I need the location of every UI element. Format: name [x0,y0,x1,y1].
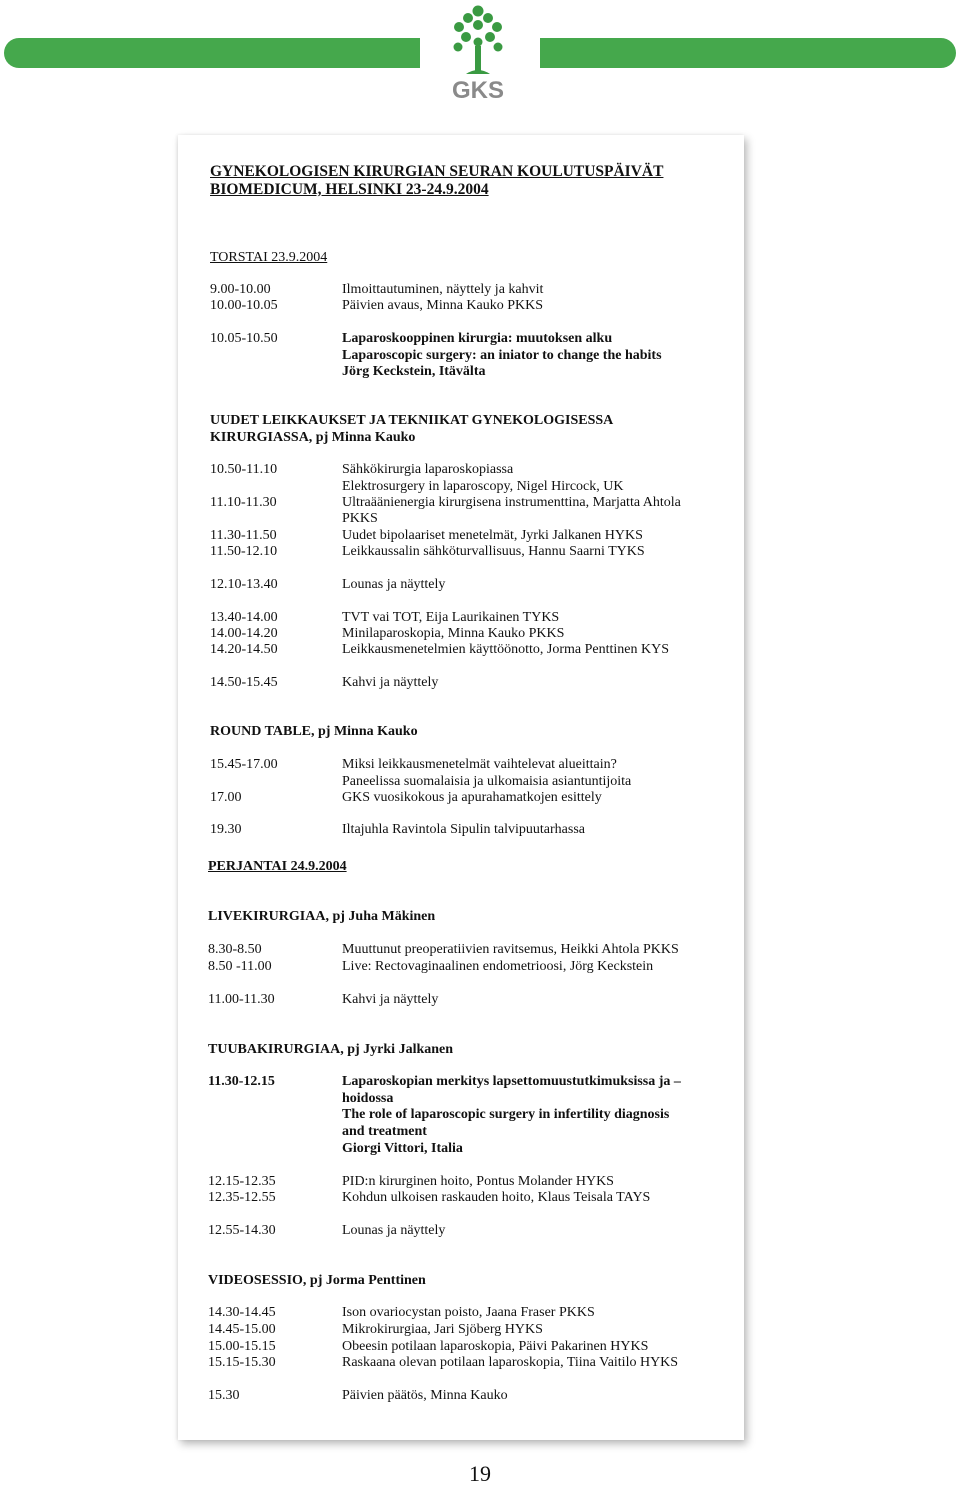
schedule-time: 19.30 [210,822,242,837]
schedule-item: PID:n kirurginen hoito, Pontus Molander HYKS [342,1174,614,1189]
section-heading: VIDEOSESSIO, pj Jorma Penttinen [208,1273,426,1288]
schedule-item: Laparoscopic surgery: an iniator to change the habits [342,348,662,363]
schedule-time: 10.00-10.05 [210,298,278,313]
schedule-time: 11.50-12.10 [210,544,278,559]
section-heading: KIRURGIASSA, pj Minna Kauko [210,430,416,445]
schedule-time: 12.35-12.55 [208,1190,276,1205]
schedule-time: 14.30-14.45 [208,1305,276,1320]
schedule-item: Obeesin potilaan laparoskopia, Päivi Pakarinen HYKS [342,1339,649,1354]
schedule-item: Uudet bipolaariset menetelmät, Jyrki Jalkanen HYKS [342,528,643,543]
schedule-item: Leikkausmenetelmien käyttöönotto, Jorma Penttinen KYS [342,642,669,657]
schedule-item: GKS vuosikokous ja apurahamatkojen esittely [342,790,602,805]
document-subtitle: BIOMEDICUM, HELSINKI 23-24.9.2004 [210,181,489,198]
schedule-item: Päivien avaus, Minna Kauko PKKS [342,298,544,313]
schedule-time: 15.45-17.00 [210,757,278,772]
schedule-time: 15.15-15.30 [208,1355,276,1370]
gks-logo [438,2,518,102]
schedule-item: Lounas ja näyttely [342,1223,446,1238]
schedule-time: 14.50-15.45 [210,675,278,690]
schedule-time: 11.30-12.15 [208,1074,275,1089]
section-heading: UUDET LEIKKAUKSET JA TEKNIIKAT GYNEKOLOGISESSA [210,413,614,428]
schedule-time: 14.20-14.50 [210,642,278,657]
header-band-left [4,38,420,68]
schedule-time: 12.55-14.30 [208,1223,276,1238]
section-heading: ROUND TABLE, pj Minna Kauko [210,724,418,739]
schedule-item: PKKS [342,511,378,526]
schedule-time: 9.00-10.00 [210,282,271,297]
schedule-item: Mikrokirurgiaa, Jari Sjöberg HYKS [342,1322,543,1337]
schedule-item: Iltajuhla Ravintola Sipulin talvipuutarhassa [342,822,586,837]
schedule-item: and treatment [342,1124,427,1139]
schedule-time: 11.30-11.50 [210,528,277,543]
schedule-item: Laparoskooppinen kirurgia: muutoksen alku [342,331,613,346]
schedule-item: Laparoskopian merkitys lapsettomuustutkimuksissa ja – [342,1074,681,1089]
day-heading-thursday: TORSTAI 23.9.2004 [210,250,328,265]
schedule-time: 12.15-12.35 [208,1174,276,1189]
schedule-time: 12.10-13.40 [210,577,278,592]
svg-text:GKS: GKS [451,77,505,102]
schedule-item: Ison ovariocystan poisto, Jaana Fraser PKKS [342,1305,595,1320]
schedule-item: Sähkökirurgia laparoskopiassa [342,462,514,477]
schedule-time: 17.00 [210,790,242,805]
schedule-time: 15.00-15.15 [208,1339,276,1354]
schedule-speaker: Giorgi Vittori, Italia [342,1141,463,1156]
day-heading-friday: PERJANTAI 24.9.2004 [208,859,347,874]
schedule-time: 13.40-14.00 [210,610,278,625]
schedule-item: hoidossa [342,1091,394,1106]
schedule-item: Paneelissa suomalaisia ja ulkomaisia asiantuntijoita [342,774,632,789]
header-band-right [540,38,956,68]
schedule-item: Leikkaussalin sähköturvallisuus, Hannu Saarni TYKS [342,544,645,559]
schedule-time: 11.00-11.30 [208,992,275,1007]
schedule-time: 8.50 -11.00 [208,959,272,974]
schedule-time: 14.45-15.00 [208,1322,276,1337]
schedule-item: Live: Rectovaginaalinen endometrioosi, Jörg Keckstein [342,959,654,974]
schedule-item: Muuttunut preoperatiivien ravitsemus, Heikki Ahtola PKKS [342,942,679,957]
schedule-item: Minilaparoskopia, Minna Kauko PKKS [342,626,565,641]
schedule-item: Elektrosurgery in laparoscopy, Nigel Hircock, UK [342,479,624,494]
schedule-item: The role of laparoscopic surgery in infertility diagnosis [342,1107,670,1122]
schedule-time: 11.10-11.30 [210,495,277,510]
schedule-item: TVT vai TOT, Eija Laurikainen TYKS [342,610,560,625]
schedule-item: Päivien päätös, Minna Kauko [342,1388,508,1403]
schedule-item: Miksi leikkausmenetelmät vaihtelevat alueittain? [342,757,617,772]
schedule-time: 10.50-11.10 [210,462,278,477]
schedule-item: Kahvi ja näyttely [342,675,439,690]
schedule-time: 14.00-14.20 [210,626,278,641]
page-number: 19 [469,1461,491,1486]
schedule-speaker: Jörg Keckstein, Itävälta [342,364,486,379]
schedule-item: Kahvi ja näyttely [342,992,439,1007]
schedule-item: Ilmoittautuminen, näyttely ja kahvit [342,282,544,297]
schedule-item: Ultraäänienergia kirurgisena instrumenttina, Marjatta Ahtola [342,495,681,510]
schedule-time: 15.30 [208,1388,240,1403]
document-title: GYNEKOLOGISEN KIRURGIAN SEURAN KOULUTUSPÄIVÄT [210,163,664,180]
schedule-time: 8.30-8.50 [208,942,262,957]
section-heading: LIVEKIRURGIAA, pj Juha Mäkinen [208,909,436,924]
schedule-time: 10.05-10.50 [210,331,278,346]
schedule-item: Lounas ja näyttely [342,577,446,592]
schedule-item: Raskaana olevan potilaan laparoskopia, Tiina Vaitilo HYKS [342,1355,679,1370]
schedule-item: Kohdun ulkoisen raskauden hoito, Klaus Teisala TAYS [342,1190,651,1205]
section-heading: TUUBAKIRURGIAA, pj Jyrki Jalkanen [208,1042,454,1057]
